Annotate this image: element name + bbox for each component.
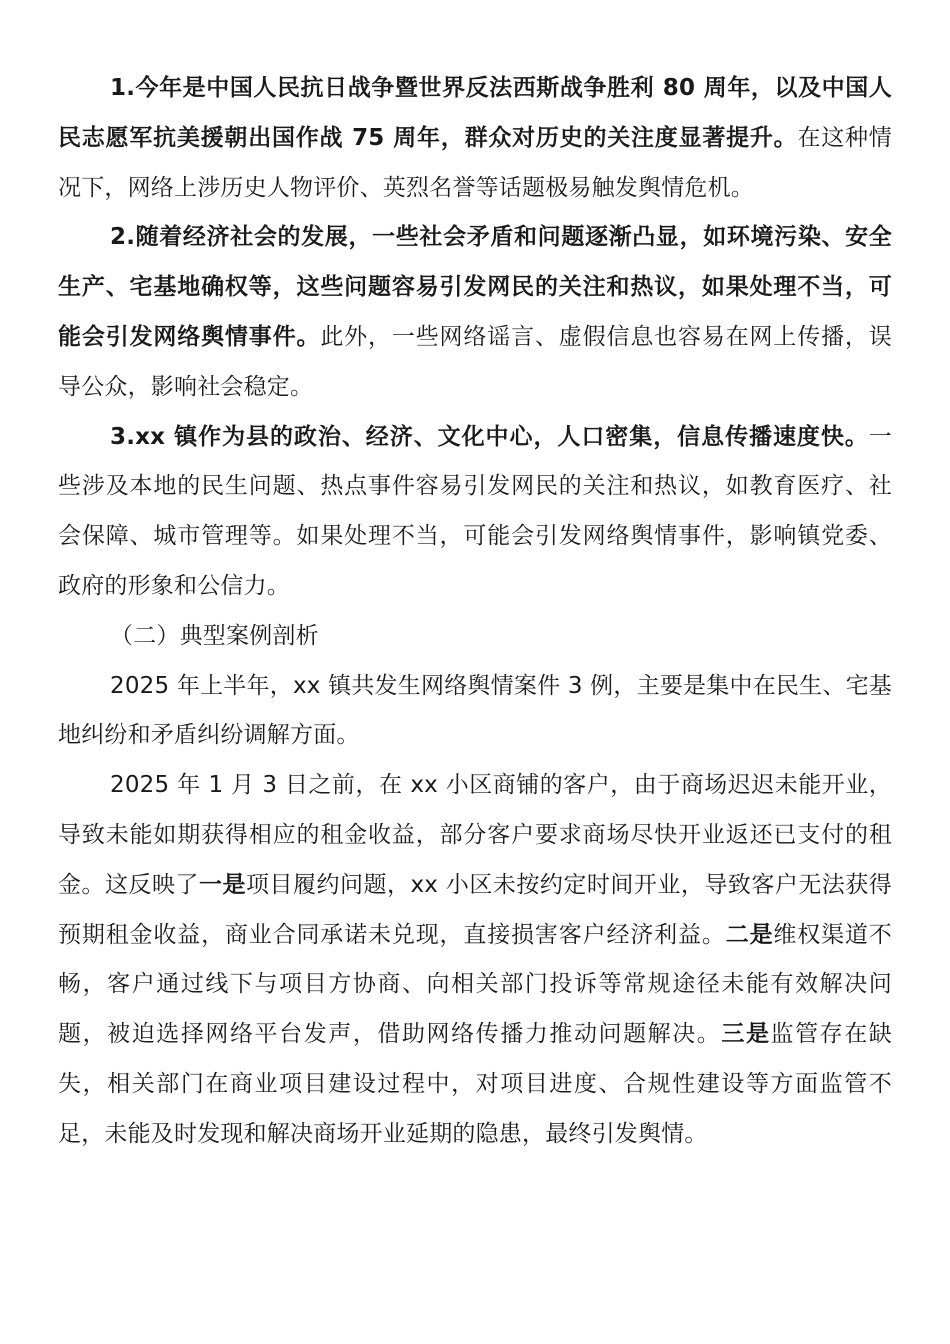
section-heading — [58, 612, 892, 662]
paragraph-3 — [58, 413, 892, 612]
paragraph-summary — [58, 662, 892, 762]
section-heading-text: （二）典型案例剖析 — [110, 622, 319, 649]
case-point-2-marker: 二是 — [725, 921, 774, 948]
paragraph-case — [58, 761, 892, 1159]
paragraph-1 — [58, 64, 892, 213]
paragraph-3-text: 一些涉及本地的民生问题、热点事件容易引发网民的关注和热议，如教育医疗、社会保障、城市管理等。如果处理不当，可能会引发网络舆情事件，影响镇党委、政府的形象和公信力。 — [58, 423, 892, 599]
paragraph-2 — [58, 213, 892, 412]
paragraph-summary-text: 2025 年上半年，xx 镇共发生网络舆情案件 3 例，主要是集中在民生、宅基地纠纷和矛盾纠纷调解方面。 — [58, 672, 892, 749]
paragraph-3-bold-lead: 3.xx 镇作为县的政治、经济、文化中心，人口密集，信息传播速度快。 — [110, 423, 869, 450]
document-body — [58, 64, 892, 1160]
case-point-3-marker: 三是 — [721, 1021, 771, 1048]
paragraph-2-text: 此外，一些网络谣言、虚假信息也容易在网上传播，误导公众，影响社会稳定。 — [58, 323, 892, 400]
case-point-1-text: 项目履约问题，xx 小区未按约定时间开业，导致客户无法获得预期租金收益，商业合同承诺未兑现，直接损害客户经济利益。 — [58, 871, 893, 948]
paragraph-2-bold-lead: 2.随着经济社会的发展，一些社会矛盾和问题逐渐凸显，如环境污染、安全生产、宅基地确权等，这些问题容易引发网民的关注和热议，如果处理不当，可能会引发网络舆情事件。 — [58, 224, 892, 350]
case-point-1-marker: 一是 — [198, 871, 246, 898]
case-point-3-text: 监管存在缺失，相关部门在商业项目建设过程中，对项目进度、合规性建设等方面监管不足，未能及时发现和解决商场开业延期的隐患，最终引发舆情。 — [58, 1021, 892, 1147]
case-point-2-text: 维权渠道不畅，客户通过线下与项目方协商、向相关部门投诉等常规途径未能有效解决问题，被迫选择网络平台发声，借助网络传播力推动问题解决。 — [58, 921, 893, 1048]
case-intro-text: 2025 年 1 月 3 日之前，在 xx 小区商铺的客户，由于商场迟迟未能开业，导致未能如期获得相应的租金收益，部分客户要求商场尽快开业返还已支付的租金。这反映了 — [58, 772, 892, 898]
paragraph-1-text: 在这种情况下，网络上涉历史人物评价、英烈名誉等话题极易触发舆情危机。 — [58, 124, 892, 201]
paragraph-1-bold-lead: 1.今年是中国人民抗日战争暨世界反法西斯战争胜利 80 周年，以及中国人民志愿军抗美援朝出国作战 75 周年，群众对历史的关注度显著提升。 — [58, 75, 892, 151]
